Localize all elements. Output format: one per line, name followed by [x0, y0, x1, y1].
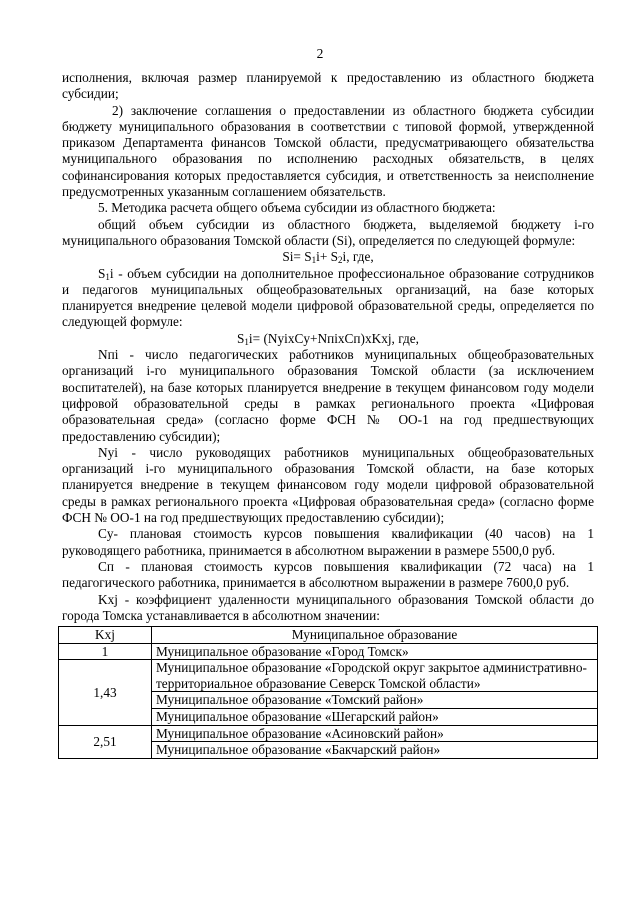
paragraph-10: Kxj - коэффициент удаленности муниципального образования Томской области до города Томска устанавливается в абсолютном значении: — [62, 591, 594, 623]
paragraph-7: Nуi - число руководящих работников муниципальных общеобразовательных организаций i-го муниципального образования Томской области, на базе которых планируется внедрение в текущем финансовом году модели цифровой образовательной среды в рамках регионального проекта «Цифровая образовательная среда» (согласно форме ФСН № ОО-1 на год предшествующих предоставлению субсидии); — [62, 444, 594, 526]
paragraph-5-text: i - объем субсидии на дополнительное профессиональное образование сотрудников и педагогов муниципальных общеобразовательных организаций, на базе которых планируется внедрение целевой модели цифровой образовательной среды, определяется по следующей формуле: — [62, 265, 594, 330]
municipality-cell: Муниципальное образование «Томский район» — [152, 692, 598, 709]
paragraph-8: Cу- плановая стоимость курсов повышения квалификации (40 часов) на 1 руководящего работника, принимается в абсолютном выражении в размере 5500,0 руб. — [62, 526, 594, 558]
formula-s1-part: S — [237, 330, 245, 346]
header-kxj: Kxj — [59, 627, 152, 644]
table-row — [59, 643, 598, 660]
paragraph-1: исполнения, включая размер планируемой к предоставлению из областного бюджета субсидии; — [62, 70, 594, 102]
table-header-row — [59, 627, 598, 644]
formula-si-part: Si= S — [282, 249, 312, 265]
paragraph-4: общий объем субсидии из областного бюджета, выделяемой бюджету i-го муниципального образования Томской области (Si), определяется по следующей формуле: — [62, 216, 594, 248]
municipality-cell: Муниципальное образование «Шегарский район» — [152, 709, 598, 726]
paragraph-2: 2) заключение соглашения о предоставлении из областного бюджета субсидии бюджету муниципального образования в соответствии с типовой формой, утвержденной приказом Департамента финансов Томской области, предусматривающего обязательства муниципального образования по исполнению расходных обязательств, в целях софинансирования которых предоставляется субсидия, и ответственность за неисполнение предусмотренных указанным соглашением обязательств. — [62, 102, 594, 200]
municipality-cell: Муниципальное образование «Город Томск» — [152, 643, 598, 660]
page-number: 2 — [316, 46, 324, 61]
document-body — [62, 70, 594, 759]
formula-s1-part: i= (NуiхCу+NпiхCп)хKxj, где, — [248, 330, 419, 346]
paragraph-5 — [62, 266, 594, 331]
coef-cell: 1 — [59, 643, 152, 660]
formula-si — [62, 249, 594, 265]
s1-sub: 1 — [105, 271, 110, 282]
formula-s1-sub: 1 — [244, 336, 249, 347]
header-municipality: Муниципальное образование — [152, 627, 598, 644]
municipality-cell: Муниципальное образование «Асиновский район» — [152, 725, 598, 742]
paragraph-6: Nпi - число педагогических работников муниципальных общеобразовательных организаций i-го муниципального образования Томской области (за исключением воспитателей), на базе которых планируется внедрение в текущем финансовом году модели цифровой образовательной среды в рамках регионального проекта «Цифровая образовательная среда» (согласно форме ФСН № ОО-1 на год предшествующих предоставлению субсидии); — [62, 347, 594, 444]
coef-cell: 1,43 — [59, 660, 152, 725]
coef-cell: 2,51 — [59, 725, 152, 758]
s1-symbol: S — [98, 265, 106, 281]
formula-si-part: i, где, — [342, 249, 374, 265]
formula-si-sub: 1 — [311, 255, 317, 266]
coefficient-table — [58, 626, 598, 759]
paragraph-9: Cп - плановая стоимость курсов повышения квалификации (72 часа) на 1 педагогического работника, принимается в абсолютном выражении в размере 7600,0 руб. — [62, 558, 594, 591]
formula-si-sub: 2 — [338, 255, 343, 266]
municipality-cell: Муниципальное образование «Городской округ закрытое административно-территориальное образование Северск Томской области» — [152, 660, 598, 692]
paragraph-3: 5. Методика расчета общего объема субсидии из областного бюджета: — [98, 200, 496, 216]
formula-si-part: i+ S — [316, 249, 339, 265]
table-row — [59, 725, 598, 742]
table-row — [59, 660, 598, 692]
municipality-cell: Муниципальное образование «Бакчарский район» — [152, 742, 598, 759]
formula-s1 — [62, 331, 594, 347]
